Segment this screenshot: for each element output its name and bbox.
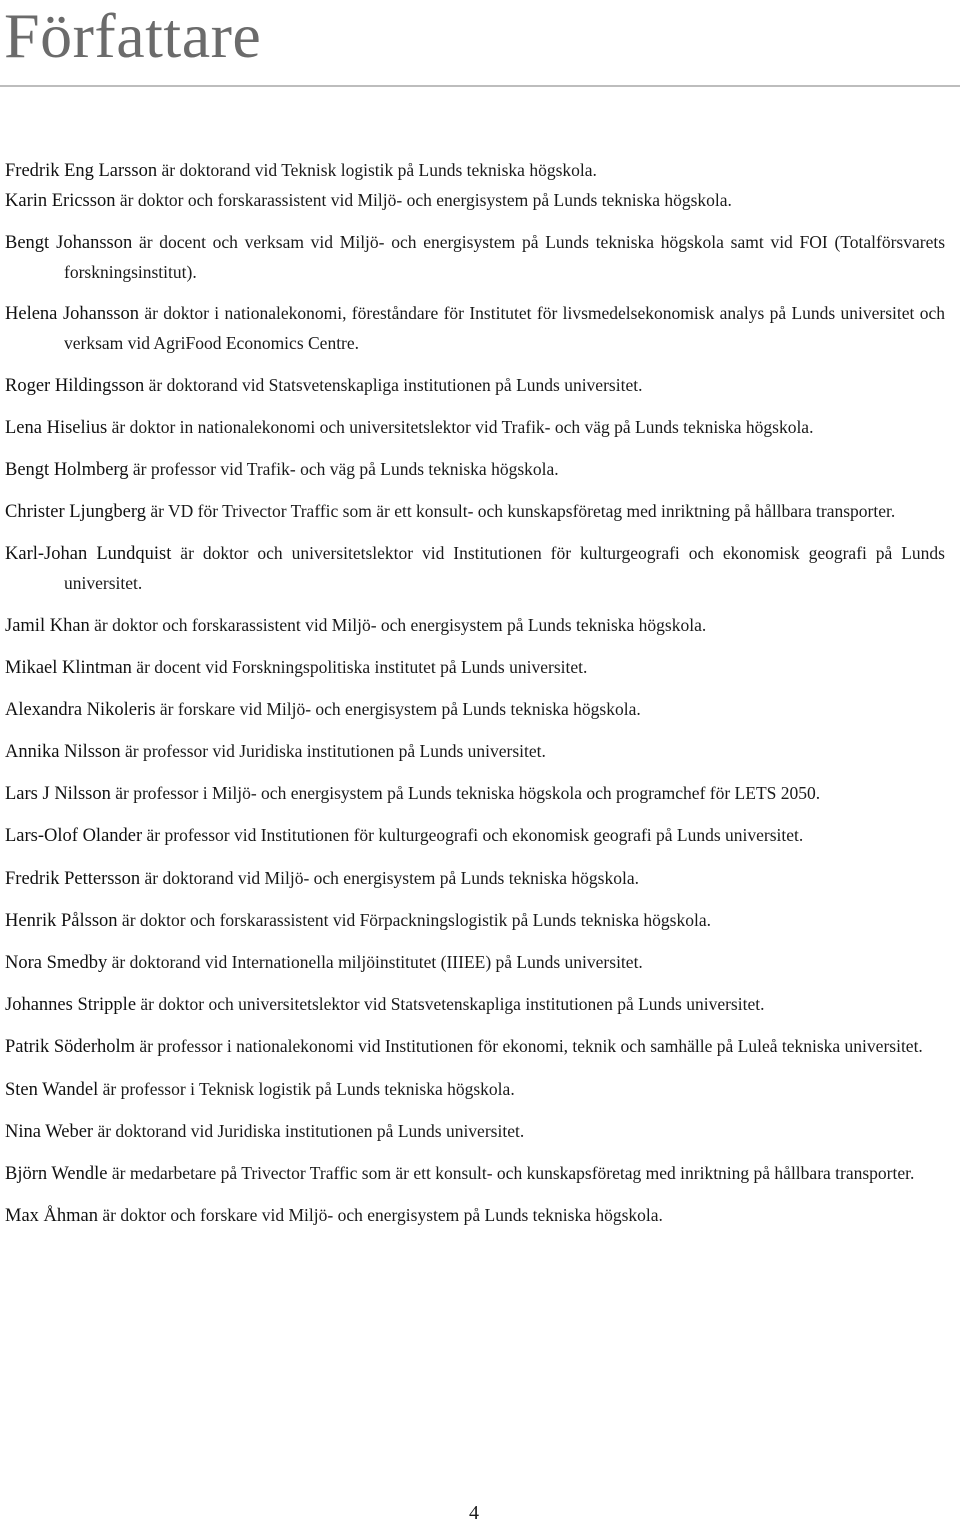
author-name: Jamil Khan bbox=[5, 615, 90, 636]
author-description: är medarbetare på Trivector Traffic som är ett konsult- och kunskapsföretag med inriktning på hållbara transporter. bbox=[107, 1162, 915, 1183]
author-name: Nora Smedby bbox=[5, 953, 108, 973]
author-entry bbox=[5, 497, 945, 527]
page-title: Författare bbox=[4, 0, 262, 71]
author-entry bbox=[5, 371, 945, 401]
author-entry bbox=[5, 695, 945, 725]
author-description: är doktor och universitetslektor vid Institutionen för kulturgeografi och ekonomisk geografi på Lunds universitet. bbox=[64, 543, 945, 594]
author-entry bbox=[5, 1032, 945, 1062]
page-number: 4 bbox=[469, 1502, 479, 1524]
author-description: är doktorand vid Miljö- och energisystem på Lunds tekniska högskola. bbox=[140, 867, 639, 888]
author-entry bbox=[5, 779, 945, 809]
author-name: Johannes Stripple bbox=[5, 995, 137, 1016]
author-description: är doktor och forskare vid Miljö- och energisystem på Lunds tekniska högskola. bbox=[98, 1205, 663, 1226]
author-description: är doktor och forskarassistent vid Förpackningslogistik på Lunds tekniska högskola. bbox=[117, 909, 712, 930]
author-entry bbox=[5, 539, 945, 598]
author-description: är docent vid Forskningspolitiska institutet på Lunds universitet. bbox=[131, 656, 588, 677]
author-name: Fredrik Pettersson bbox=[5, 868, 141, 889]
author-entry bbox=[5, 1117, 945, 1147]
author-name: Nina Weber bbox=[5, 1121, 94, 1142]
author-name: Björn Wendle bbox=[5, 1163, 108, 1184]
author-entry bbox=[5, 1159, 945, 1189]
author-description: är professor i Teknisk logistik på Lunds tekniska högskola. bbox=[98, 1078, 515, 1099]
author-description: är doktorand vid Internationella miljöinstitutet (IIIEE) på Lunds universitet. bbox=[107, 952, 643, 972]
author-name: Lena Hiselius bbox=[5, 417, 108, 438]
author-name: Alexandra Nikoleris bbox=[5, 699, 156, 720]
author-entry bbox=[5, 413, 945, 443]
author-name: Bengt Holmberg bbox=[5, 459, 129, 480]
author-name: Helena Johansson bbox=[5, 304, 140, 325]
author-name: Christer Ljungberg bbox=[5, 502, 146, 523]
author-entry bbox=[5, 821, 945, 851]
author-description: är professor vid Juridiska institutionen på Lunds universitet. bbox=[120, 741, 546, 762]
author-name: Sten Wandel bbox=[5, 1079, 99, 1100]
author-description: är professor i nationalekonomi vid Institutionen för ekonomi, teknik och samhälle på Luleå tekniska universitet. bbox=[135, 1036, 923, 1057]
author-name: Mikael Klintman bbox=[5, 657, 132, 678]
author-name: Karl-Johan Lundquist bbox=[5, 544, 172, 565]
title-divider bbox=[0, 85, 960, 87]
author-description: är doktor in nationalekonomi och universitetslektor vid Trafik- och väg på Lunds tekniska högskola. bbox=[107, 416, 814, 437]
author-name: Fredrik Eng Larsson bbox=[5, 161, 158, 181]
author-description: är doktor och universitetslektor vid Statsvetenskapliga institutionen på Lunds universitet. bbox=[136, 994, 765, 1015]
author-entry bbox=[5, 156, 945, 186]
author-description: är VD för Trivector Traffic som är ett konsult- och kunskapsföretag med inriktning på hållbara transporter. bbox=[145, 501, 896, 522]
author-entry bbox=[5, 737, 945, 767]
author-entry bbox=[5, 611, 945, 641]
author-entry bbox=[5, 299, 945, 358]
author-description: är forskare vid Miljö- och energisystem på Lunds tekniska högskola. bbox=[155, 698, 641, 719]
author-name: Max Åhman bbox=[5, 1206, 98, 1227]
author-description: är doktorand vid Teknisk logistik på Lunds tekniska högskola. bbox=[157, 160, 597, 180]
author-name: Karin Ericsson bbox=[5, 191, 116, 211]
author-name: Patrik Söderholm bbox=[5, 1037, 136, 1058]
author-description: är doktor och forskarassistent vid Miljö- och energisystem på Lunds tekniska högskola. bbox=[89, 614, 707, 635]
author-description: är professor vid Trafik- och väg på Lunds tekniska högskola. bbox=[128, 458, 559, 479]
author-name: Roger Hildingsson bbox=[5, 375, 145, 396]
author-name: Lars-Olof Olander bbox=[5, 826, 143, 847]
author-description: är professor vid Institutionen för kulturgeografi och ekonomisk geografi på Lunds universitet. bbox=[142, 825, 804, 846]
author-list bbox=[5, 156, 945, 1243]
author-description: är professor i Miljö- och energisystem på Lunds tekniska högskola och programchef för LETS 2050. bbox=[110, 783, 821, 804]
author-entry bbox=[5, 906, 945, 936]
author-description: är doktor och forskarassistent vid Miljö- och energisystem på Lunds tekniska högskola. bbox=[115, 190, 732, 210]
author-name: Bengt Johansson bbox=[5, 233, 133, 254]
author-entry bbox=[5, 948, 945, 978]
author-entry bbox=[5, 186, 945, 216]
author-entry bbox=[5, 1075, 945, 1105]
author-description: är doktorand vid Juridiska institutionen på Lunds universitet. bbox=[93, 1120, 525, 1141]
author-entry bbox=[5, 455, 945, 485]
author-description: är doktor i nationalekonomi, föreståndare för Institutet för livsmedelsekonomisk analys på Lunds universitet och verksam vid AgriFood Economics Centre. bbox=[64, 303, 945, 354]
author-entry bbox=[5, 1201, 945, 1231]
author-name: Lars J Nilsson bbox=[5, 784, 111, 805]
author-name: Annika Nilsson bbox=[5, 742, 121, 763]
author-description: är doktorand vid Statsvetenskapliga institutionen på Lunds universitet. bbox=[144, 374, 643, 395]
author-name: Henrik Pålsson bbox=[5, 910, 118, 931]
author-entry bbox=[5, 653, 945, 683]
author-entry bbox=[5, 990, 945, 1020]
author-entry bbox=[5, 228, 945, 287]
author-description: är docent och verksam vid Miljö- och energisystem på Lunds tekniska högskola samt vid FOI (Totalförsvarets forskningsinstitut). bbox=[64, 232, 946, 283]
author-entry bbox=[5, 864, 945, 894]
